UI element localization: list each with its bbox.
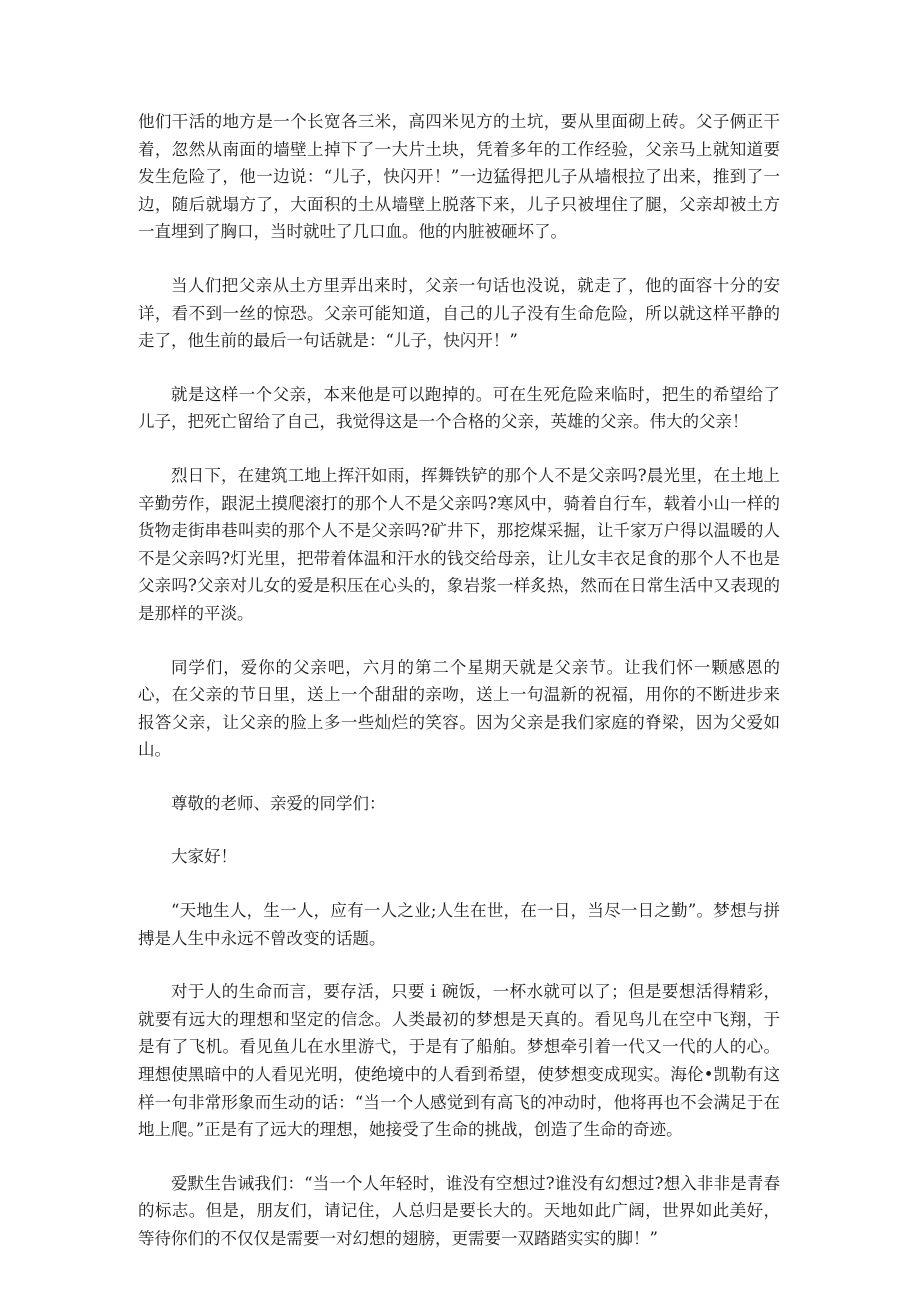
salutation: 尊敬的老师、亲爱的同学们： xyxy=(171,793,386,813)
paragraph-1: 他们干活的地方是一个长宽各三米，高四米见方的土坑，要从里面砌上砖。父子俩正干着，忽然从南面的墙壁上掉下了一大片土块，凭着多年的工作经验，父亲马上就知道要发生危险了，他一边说：“儿子，快闪开！”一边猛得把儿子从墙根拉了出来，推到了一边，随后就塌方了，大面积的土从墙壁上脱落下来，儿子只被埋住了腿，父亲却被土方一直埋到了胸口，当时就吐了几口血。他的内脏被砸坏了。 xyxy=(138,112,780,242)
greeting: 大家好！ xyxy=(171,847,237,867)
paragraph-2: 当人们把父亲从土方里弄出来时，父亲一句话也没说，就走了，他的面容十分的安详，看不到一丝的惊恐。父亲可能知道，自己的儿子没有生命危险，所以就这样平静的走了，他生前的最后一句话就是：“儿子，快闪开！” xyxy=(138,275,780,351)
document-body xyxy=(138,108,780,1279)
paragraph-10: 爱默生告诫我们：“当一个人年轻时，谁没有空想过?谁没有幻想过?想入非非是青春的标志。但是，朋友们，请记住，人总归是要长大的。天地如此广阔，世界如此美好，等待你们的不仅仅是需要一对幻想的翅膀，更需要一双踏踏实实的脚！” xyxy=(138,1173,780,1248)
paragraph-9: 对于人的生命而言，要存活，只要ｉ碗饭，一杯水就可以了；但是要想活得精彩，就要有远大的理想和坚定的信念。人类最初的梦想是天真的。看见鸟儿在空中飞翔，于是有了飞机。看见鱼儿在水里游弋，于是有了船舶。梦想牵引着一代又一代的人的心。理想使黑暗中的人看见光明，使绝境中的人看到希望，使梦想变成现实。海伦•凯勒有这样一句非常形象而生动的话：“当一个人感觉到有高飞的冲动时，他将再也不会满足于在地上爬。”正是有了远大的理想，她接受了生命的挑战，创造了生命的奇迹。 xyxy=(138,982,780,1140)
paragraph-4: 烈日下，在建筑工地上挥汗如雨，挥舞铁铲的那个人不是父亲吗?晨光里，在土地上辛勤劳作，跟泥土摸爬滚打的那个人不是父亲吗?寒风中，骑着自行车，载着小山一样的货物走街串巷叫卖的那个人不是父亲吗?矿井下，那挖煤采掘，让千家万户得以温暖的人不是父亲吗?灯光里，把带着体温和汗水的钱交给母亲，让儿女丰衣足食的那个人不也是父亲吗?父亲对儿女的爱是积压在心头的，象岩浆一样炙热，然而在日常生活中又表现的是那样的平淡。 xyxy=(138,465,780,623)
paragraph-8: “天地生人，生一人，应有一人之业;人生在世，在一日，当尽一日之勤”。梦想与拼搏是人生中永远不曾改变的话题。 xyxy=(138,901,780,948)
paragraph-5: 同学们，爱你的父亲吧，六月的第二个星期天就是父亲节。让我们怀一颗感恩的心，在父亲的节日里，送上一个甜甜的亲吻，送上一句温新的祝福，用你的不断进步来报答父亲，让父亲的脸上多一些灿烂的笑容。因为父亲是我们家庭的脊梁，因为父爱如山。 xyxy=(138,657,780,760)
paragraph-3: 就是这样一个父亲，本来他是可以跑掉的。可在生死危险来临时，把生的希望给了儿子，把死亡留给了自己，我觉得这是一个合格的父亲，英雄的父亲。伟大的父亲！ xyxy=(138,384,780,432)
